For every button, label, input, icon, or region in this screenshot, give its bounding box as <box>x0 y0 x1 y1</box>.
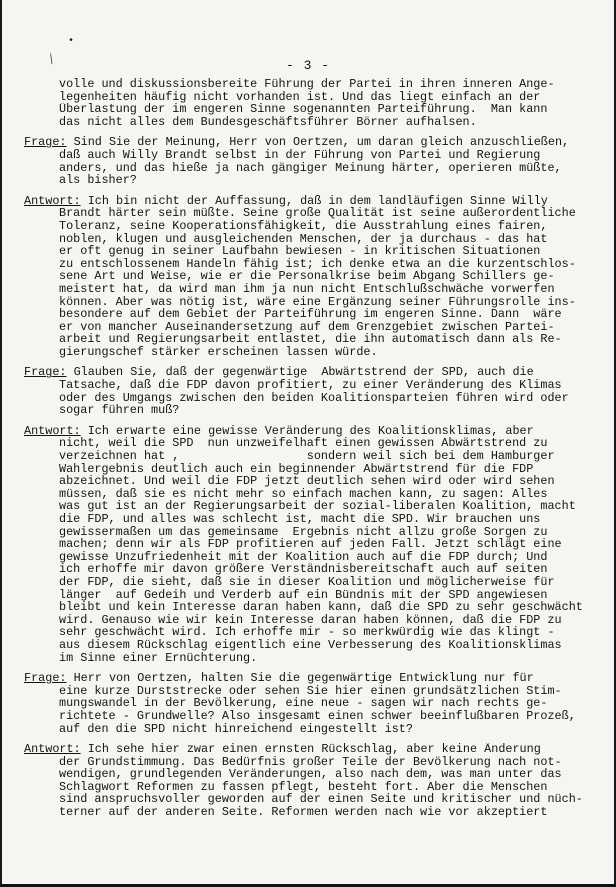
line-text: legenheiten häufig nicht vorhanden ist. Und das liegt einfach an der <box>59 90 541 104</box>
line-text: Brandt härter sein müßte. Seine große Qualität ist seine außerordentliche <box>59 207 576 220</box>
text-line <box>24 136 600 149</box>
text-line <box>24 437 600 450</box>
text-line <box>24 551 600 564</box>
text-line <box>24 296 600 309</box>
speaker-label: Frage: <box>24 136 67 149</box>
line-text: verzeichnen hat , sondern weil sich bei dem Hamburger <box>59 450 555 463</box>
text-line <box>24 346 600 359</box>
answer-paragraph <box>24 743 600 819</box>
text-line <box>24 672 600 685</box>
question-paragraph <box>24 366 600 416</box>
text-paragraph <box>24 78 600 128</box>
line-text: das nicht alles dem Bundesgeschäftsführer Börner aufhalsen. <box>59 115 477 129</box>
line-text: Sind Sie der Meinung, Herr von Oertzen, um daran gleich anzuschließen, <box>66 136 570 149</box>
text-line <box>24 538 600 551</box>
text-line <box>24 233 600 246</box>
text-line <box>24 333 600 346</box>
document-body <box>24 78 600 827</box>
line-text: als bisher? <box>59 174 137 187</box>
question-paragraph <box>24 136 600 186</box>
pen-mark: ⁄ <box>44 51 61 69</box>
text-line <box>24 781 600 794</box>
text-line <box>24 195 600 208</box>
text-line <box>24 626 600 639</box>
text-line <box>24 116 600 129</box>
line-text: der FDP, die sieht, daß sie in dieser Koalition und möglicherweise für <box>59 575 555 589</box>
line-text: mungswandel in der Bevölkerung, eine neue - sagen wir nach rechts ge- <box>59 697 548 710</box>
line-text: was gut ist an der Regierungsarbeit der sozial-liberalen Koalition, macht <box>59 500 576 513</box>
line-text: ich erhoffe mir davon größere Verständnisbereitschaft auch auf seiten <box>59 563 548 576</box>
line-text: Schlagwort Reformen zu fassen pflegt, besteht fort. Aber die Menschen <box>59 780 548 794</box>
text-line <box>24 366 600 379</box>
line-text: sogar führen muß? <box>59 404 180 417</box>
line-text: müssen, daß sie es nicht mehr so einfach machen kann, zu sagen: Alles <box>59 487 548 501</box>
line-text: Toleranz, seine Kooperationsfähigkeit, die Ausstrahlung eines fairen, <box>59 219 548 233</box>
line-text: können. Aber was nötig ist, wäre eine Ergänzung seiner Führungsrolle ins- <box>59 295 576 309</box>
line-text: Glauben Sie, daß der gegenwärtige Abwärtstrend der SPD, auch die <box>66 366 534 380</box>
text-line <box>24 379 600 392</box>
line-text: anders, und das hieße ja nach gängiger Meinung härter, operieren müßte, <box>59 161 562 175</box>
text-line <box>24 245 600 258</box>
text-line <box>24 425 600 438</box>
line-text: Ich erwarte eine gewisse Veränderung des Koalitionsklimas, aber <box>80 424 534 438</box>
line-text: machen; denn wir als FDP profitieren auf jeden Fall. Jetzt schlägt eine <box>59 538 562 551</box>
line-text: sind anspruchsvoller geworden auf der einen Seite und kritischer und nüch- <box>59 793 583 807</box>
line-text: gewissermaßen um das gemeinsame Ergebnis nicht allzu große Sorgen zu <box>59 525 548 539</box>
speaker-label: Antwort: <box>24 743 81 756</box>
line-text: noblen, klugen und ausgleichenden Menschen, der ja durchaus - das hat <box>59 232 548 246</box>
line-text: wird. Genauso wie wir kein Interesse daran haben können, daß die FDP zu <box>59 613 562 627</box>
text-line <box>24 685 600 698</box>
text-line <box>24 589 600 602</box>
text-line <box>24 463 600 476</box>
text-line <box>24 207 600 220</box>
line-text: aus diesem Rückschlag eigentlich eine Verbesserung des Koalitionsklimas <box>59 638 562 652</box>
text-line <box>24 270 600 283</box>
line-text: arbeit und Regierungsarbeit entlastet, die ihn automatisch dann als Re- <box>59 333 562 346</box>
text-line <box>24 258 600 271</box>
line-text: Tatsache, daß die FDP davon profitiert, zu einer Veränderung des Klimas <box>59 379 562 392</box>
line-text: sene Art und Weise, wie er die Personalkrise beim Abgang Schillers ge- <box>59 270 555 283</box>
answer-paragraph <box>24 425 600 664</box>
text-line <box>24 723 600 736</box>
text-line <box>24 652 600 665</box>
line-text: eine kurze Durststrecke oder sehen Sie hier einen grundsätzlichen Stim- <box>59 684 562 698</box>
line-text: Wahlergebnis deutlich auch ein beginnender Abwärtstrend für die FDP <box>59 462 534 476</box>
text-line <box>24 475 600 488</box>
line-text: er oft genug in seiner Laufbahn bewiesen - in kritischen Situationen <box>59 245 541 258</box>
line-text: nicht, weil die SPD nun unzweifelhaft einen gewissen Abwärtstrend zu <box>59 437 548 451</box>
line-text: abzeichnet. Und weil die FDP jetzt deutlich sehen wird oder wird sehen <box>59 475 555 488</box>
line-text: Herr von Oertzen, halten Sie die gegenwärtige Entwicklung nur für <box>66 672 534 685</box>
text-line <box>24 793 600 806</box>
text-line <box>24 601 600 614</box>
text-line <box>24 743 600 756</box>
text-line <box>24 220 600 233</box>
text-line <box>24 639 600 652</box>
line-text: im Sinne einer Ernüchterung. <box>59 651 258 665</box>
line-text: länger auf Gedeih und Verderb auf ein Bündnis mit der SPD angewiesen <box>59 588 548 602</box>
line-text: bleibt und kein Interesse daran haben kann, daß die SPD zu sehr geschwächt <box>59 601 583 614</box>
text-line <box>24 756 600 769</box>
text-line <box>24 563 600 576</box>
text-line <box>24 308 600 321</box>
text-line <box>24 149 600 162</box>
line-text: oder des Umgangs zwischen den beiden Koalitionsparteien führen wird oder <box>59 391 569 405</box>
text-line <box>24 174 600 187</box>
line-text: daß auch Willy Brandt selbst in der Führung von Partei und Regierung <box>59 148 541 162</box>
text-line <box>24 162 600 175</box>
question-paragraph <box>24 672 600 735</box>
line-text: gewisse Unzufriedenheit mit der Koalition auch auf die FDP durch; Und <box>59 550 548 564</box>
text-line <box>24 576 600 589</box>
speaker-label: Antwort: <box>24 194 81 208</box>
line-text: die FDP, und alles was schlecht ist, macht die SPD. Wir brauchen uns <box>59 513 541 526</box>
line-text: gierungschef stärker erscheinen lassen würde. <box>59 345 378 359</box>
text-line <box>24 78 600 91</box>
text-line <box>24 103 600 116</box>
text-line <box>24 283 600 296</box>
speaker-label: Antwort: <box>24 424 81 438</box>
text-line <box>24 91 600 104</box>
text-line <box>24 526 600 539</box>
text-line <box>24 321 600 334</box>
line-text: besondere auf dem Gebiet der Parteiführung im engeren Sinne. Dann wäre <box>59 308 562 321</box>
text-line <box>24 768 600 781</box>
text-line <box>24 404 600 417</box>
text-line <box>24 488 600 501</box>
answer-paragraph <box>24 195 600 359</box>
line-text: Überlastung der im engeren Sinne sogenannten Parteiführung. Man kann <box>59 103 548 116</box>
line-text: volle und diskussionsbereite Führung der Partei in ihren inneren Ange- <box>59 78 555 91</box>
text-line <box>24 697 600 710</box>
speaker-label: Frage: <box>24 672 67 685</box>
line-text: Ich sehe hier zwar einen ernsten Rückschlag, aber keine Änderung <box>80 743 541 756</box>
page-number: - 3 - <box>285 58 330 73</box>
text-line <box>24 450 600 463</box>
text-line <box>24 710 600 723</box>
line-text: der Grundstimmung. Das Bedürfnis großer Teile der Bevölkerung nach not- <box>59 755 562 769</box>
speaker-label: Frage: <box>24 366 67 380</box>
line-text: wendigen, grundlegenden Veränderungen, also nach dem, was man unter das <box>59 768 562 781</box>
line-text: zu entschlossenem Handeln fähig ist; ich denke etwa an die kurzentschlos- <box>59 257 576 271</box>
line-text: Ich bin nicht der Auffassung, daß in dem landläufigen Sinne Willy <box>80 194 548 208</box>
line-text: auf den die SPD nicht hinreichend eingestellt ist? <box>59 722 413 736</box>
line-text: sehr geschwächt wird. Ich erhoffe mir - so merkwürdig wie das klingt - <box>59 626 555 639</box>
text-line <box>24 806 600 819</box>
line-text: meistert hat, da wird man ihm ja nun nicht Entschlußschwäche vorwerfen <box>59 282 555 296</box>
text-line <box>24 614 600 627</box>
text-line <box>24 500 600 513</box>
line-text: richtete - Grundwelle? Also insgesamt einen schwer beeinflußbaren Prozeß, <box>59 709 576 723</box>
text-line <box>24 392 600 405</box>
pen-dot: • <box>68 36 75 47</box>
line-text: terner auf der anderen Seite. Reformen werden nach wie vor akzeptiert <box>59 806 548 819</box>
text-line <box>24 513 600 526</box>
line-text: er von mancher Auseinandersetzung auf dem Grenzgebiet zwischen Partei- <box>59 320 555 334</box>
